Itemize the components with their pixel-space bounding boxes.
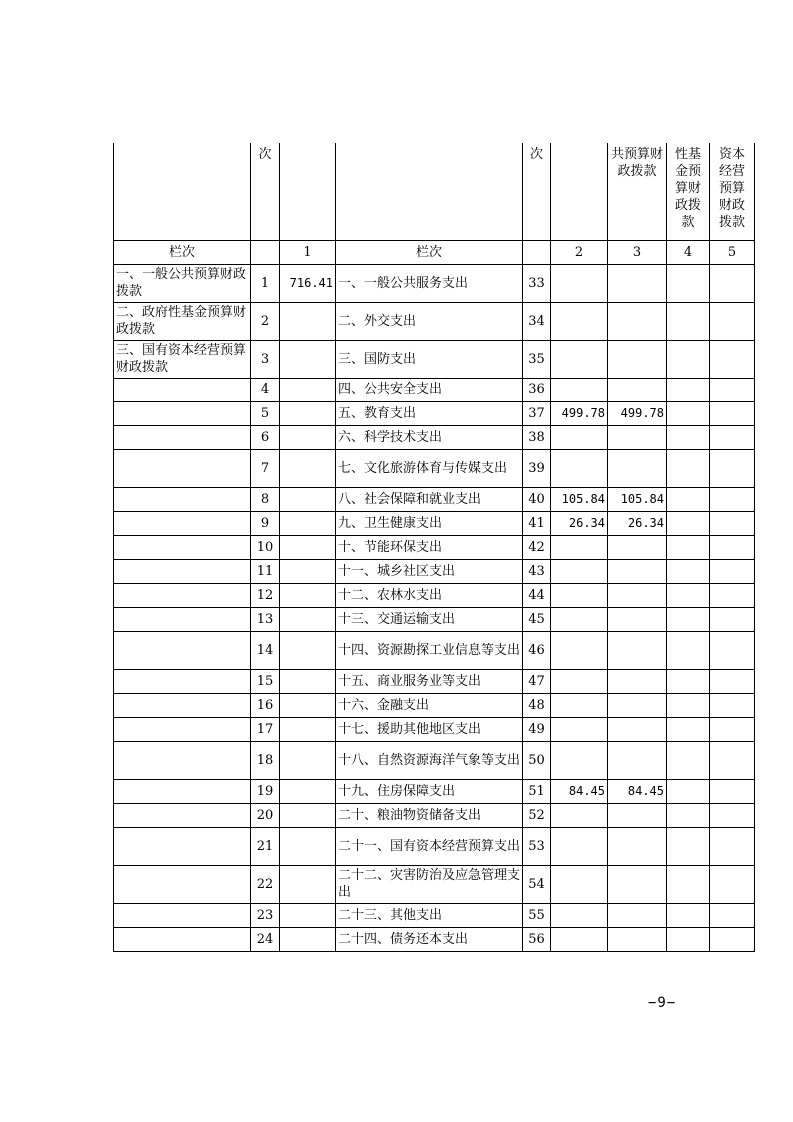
income-seq-cell: 16 — [251, 693, 280, 717]
total-header-cell — [551, 143, 608, 240]
expense-item-cell: 八、社会保障和就业支出 — [336, 487, 523, 511]
expense-label-cell: 栏次 — [336, 240, 523, 264]
expense-seq-cell: 37 — [523, 401, 551, 425]
expense-total-cell — [551, 264, 608, 302]
fund-budget-cell — [667, 511, 710, 535]
income-item-cell — [114, 779, 251, 803]
capital-budget-cell — [710, 449, 755, 487]
income-seq-cell: 3 — [251, 340, 280, 378]
income-seq-header-cell — [251, 143, 280, 240]
income-amount-cell — [280, 779, 336, 803]
income-item-cell — [114, 631, 251, 669]
general-budget-header-text: 共预算财政拨款 — [611, 147, 664, 179]
expense-seq-cell: 39 — [523, 449, 551, 487]
capital-budget-cell — [710, 264, 755, 302]
general-budget-cell — [608, 535, 667, 559]
table-row — [114, 717, 755, 741]
budget-table — [113, 143, 755, 952]
expense-total-cell — [551, 302, 608, 340]
table-row — [114, 487, 755, 511]
capital-budget-header-text: 资本经营预算财政拨款 — [718, 147, 745, 230]
income-seq-cell: 2 — [251, 302, 280, 340]
expense-item-cell: 五、教育支出 — [336, 401, 523, 425]
table-row — [114, 559, 755, 583]
expense-total-cell — [551, 631, 608, 669]
expense-total-cell: 26.34 — [551, 511, 608, 535]
income-item-cell — [114, 693, 251, 717]
income-amount-cell — [280, 803, 336, 827]
column-index-row — [114, 240, 755, 264]
income-item-cell — [114, 741, 251, 779]
total-number-cell: 2 — [551, 240, 608, 264]
table-row — [114, 803, 755, 827]
income-seq-cell: 11 — [251, 559, 280, 583]
capital-budget-cell — [710, 340, 755, 378]
fund-budget-cell — [667, 302, 710, 340]
income-item-cell — [114, 669, 251, 693]
income-item-header-cell — [114, 143, 251, 240]
expense-item-cell: 十五、商业服务业等支出 — [336, 669, 523, 693]
expense-seq-cell: 41 — [523, 511, 551, 535]
expense-total-cell — [551, 583, 608, 607]
table-row — [114, 401, 755, 425]
expense-total-cell — [551, 717, 608, 741]
general-budget-cell — [608, 340, 667, 378]
expense-seq-cell: 38 — [523, 425, 551, 449]
expense-seq-cell: 44 — [523, 583, 551, 607]
table-row — [114, 865, 755, 903]
general-budget-cell — [608, 827, 667, 865]
capital-budget-cell — [710, 425, 755, 449]
capital-budget-cell — [710, 401, 755, 425]
income-item-cell — [114, 559, 251, 583]
fund-budget-cell — [667, 803, 710, 827]
expense-total-cell — [551, 535, 608, 559]
income-amount-cell: 716.41 — [280, 264, 336, 302]
income-item-cell — [114, 865, 251, 903]
income-item-cell — [114, 378, 251, 401]
income-item-cell — [114, 803, 251, 827]
income-seq-cell: 1 — [251, 264, 280, 302]
income-amount-cell — [280, 559, 336, 583]
general-budget-cell — [608, 302, 667, 340]
expense-total-cell — [551, 903, 608, 927]
header-continuation-row — [114, 143, 755, 240]
capital-budget-cell — [710, 302, 755, 340]
fund-budget-cell — [667, 607, 710, 631]
fund-budget-cell — [667, 717, 710, 741]
table-row — [114, 535, 755, 559]
expense-total-cell — [551, 803, 608, 827]
capital-budget-cell — [710, 607, 755, 631]
expense-item-cell: 十、节能环保支出 — [336, 535, 523, 559]
expense-seq-cell: 43 — [523, 559, 551, 583]
fund-budget-cell — [667, 340, 710, 378]
expense-item-cell: 二十、粮油物资储备支出 — [336, 803, 523, 827]
blank-cell — [523, 240, 551, 264]
fund-budget-header-text: 性基金预算财政拨款 — [674, 147, 701, 230]
capital-budget-cell — [710, 865, 755, 903]
income-item-cell — [114, 487, 251, 511]
expense-seq-cell: 47 — [523, 669, 551, 693]
expense-total-cell — [551, 927, 608, 951]
income-seq-cell: 21 — [251, 827, 280, 865]
income-label-cell: 栏次 — [114, 240, 251, 264]
fund-budget-cell — [667, 827, 710, 865]
income-item-cell — [114, 927, 251, 951]
general-number-cell: 3 — [608, 240, 667, 264]
income-item-cell: 二、政府性基金预算财政拨款 — [114, 302, 251, 340]
table-row — [114, 827, 755, 865]
expense-item-cell: 三、国防支出 — [336, 340, 523, 378]
expense-total-cell — [551, 340, 608, 378]
expense-item-cell: 二十二、灾害防治及应急管理支出 — [336, 865, 523, 903]
capital-budget-header-cell — [710, 143, 755, 240]
capital-budget-cell — [710, 803, 755, 827]
income-item-cell — [114, 425, 251, 449]
table-row — [114, 449, 755, 487]
fund-budget-cell — [667, 487, 710, 511]
capital-budget-cell — [710, 827, 755, 865]
income-seq-header-text: 次 — [258, 147, 272, 162]
income-amount-cell — [280, 827, 336, 865]
capital-budget-cell — [710, 583, 755, 607]
expense-total-cell: 84.45 — [551, 779, 608, 803]
table-row — [114, 340, 755, 378]
expense-seq-cell: 52 — [523, 803, 551, 827]
expense-seq-cell: 55 — [523, 903, 551, 927]
expense-item-cell: 十八、自然资源海洋气象等支出 — [336, 741, 523, 779]
expense-item-cell: 七、文化旅游体育与传媒支出 — [336, 449, 523, 487]
income-item-cell — [114, 583, 251, 607]
income-seq-cell: 18 — [251, 741, 280, 779]
income-amount-cell — [280, 401, 336, 425]
expense-item-cell: 十一、城乡社区支出 — [336, 559, 523, 583]
income-seq-cell: 10 — [251, 535, 280, 559]
expense-item-header-cell — [336, 143, 523, 240]
general-budget-cell — [608, 693, 667, 717]
table-row — [114, 927, 755, 951]
capital-budget-cell — [710, 631, 755, 669]
income-amount-cell — [280, 669, 336, 693]
income-amount-cell — [280, 583, 336, 607]
general-budget-cell — [608, 803, 667, 827]
expense-seq-cell: 45 — [523, 607, 551, 631]
income-amount-cell — [280, 535, 336, 559]
table-row — [114, 693, 755, 717]
expense-seq-header-cell — [523, 143, 551, 240]
income-amount-cell — [280, 865, 336, 903]
expense-seq-cell: 35 — [523, 340, 551, 378]
table-row — [114, 425, 755, 449]
capital-budget-cell — [710, 559, 755, 583]
income-seq-cell: 20 — [251, 803, 280, 827]
expense-total-cell: 499.78 — [551, 401, 608, 425]
general-budget-cell — [608, 717, 667, 741]
income-amount-cell — [280, 378, 336, 401]
expense-item-cell: 十四、资源勘探工业信息等支出 — [336, 631, 523, 669]
income-amount-cell — [280, 425, 336, 449]
general-budget-cell — [608, 378, 667, 401]
income-amount-cell — [280, 693, 336, 717]
income-seq-cell: 5 — [251, 401, 280, 425]
fund-budget-cell — [667, 779, 710, 803]
income-seq-cell: 22 — [251, 865, 280, 903]
expense-seq-cell: 36 — [523, 378, 551, 401]
general-budget-cell — [608, 583, 667, 607]
general-budget-cell — [608, 607, 667, 631]
income-amount-cell — [280, 302, 336, 340]
expense-total-cell — [551, 827, 608, 865]
expense-item-cell: 二十三、其他支出 — [336, 903, 523, 927]
expense-item-cell: 一、一般公共服务支出 — [336, 264, 523, 302]
income-seq-cell: 24 — [251, 927, 280, 951]
table-row — [114, 741, 755, 779]
expense-seq-cell: 54 — [523, 865, 551, 903]
general-budget-cell — [608, 449, 667, 487]
fund-budget-cell — [667, 865, 710, 903]
fund-budget-cell — [667, 264, 710, 302]
capital-budget-cell — [710, 693, 755, 717]
table-row — [114, 669, 755, 693]
income-amount-number-cell: 1 — [280, 240, 336, 264]
table-row — [114, 903, 755, 927]
general-budget-cell — [608, 741, 667, 779]
income-amount-cell — [280, 741, 336, 779]
income-amount-cell — [280, 340, 336, 378]
expense-total-cell: 105.84 — [551, 487, 608, 511]
income-item-cell — [114, 401, 251, 425]
income-amount-cell — [280, 903, 336, 927]
income-amount-cell — [280, 927, 336, 951]
expense-item-cell: 四、公共安全支出 — [336, 378, 523, 401]
income-amount-cell — [280, 487, 336, 511]
income-item-cell — [114, 607, 251, 631]
general-budget-cell — [608, 631, 667, 669]
expense-total-cell — [551, 425, 608, 449]
fund-budget-cell — [667, 378, 710, 401]
expense-seq-cell: 48 — [523, 693, 551, 717]
general-budget-cell — [608, 669, 667, 693]
general-budget-cell — [608, 425, 667, 449]
table-row — [114, 607, 755, 631]
income-seq-cell: 6 — [251, 425, 280, 449]
income-item-cell — [114, 511, 251, 535]
expense-item-cell: 十三、交通运输支出 — [336, 607, 523, 631]
expense-item-cell: 十七、援助其他地区支出 — [336, 717, 523, 741]
income-item-cell: 一、一般公共预算财政拨款 — [114, 264, 251, 302]
fund-budget-cell — [667, 535, 710, 559]
table-row — [114, 779, 755, 803]
general-budget-cell — [608, 559, 667, 583]
income-amount-cell — [280, 511, 336, 535]
fund-budget-cell — [667, 669, 710, 693]
capital-budget-cell — [710, 779, 755, 803]
general-budget-cell: 105.84 — [608, 487, 667, 511]
capital-budget-cell — [710, 741, 755, 779]
expense-seq-cell: 51 — [523, 779, 551, 803]
general-budget-cell — [608, 264, 667, 302]
income-seq-cell: 23 — [251, 903, 280, 927]
capital-budget-cell — [710, 487, 755, 511]
expense-seq-cell: 46 — [523, 631, 551, 669]
expense-item-cell: 二、外交支出 — [336, 302, 523, 340]
table-row — [114, 511, 755, 535]
income-seq-cell: 4 — [251, 378, 280, 401]
expense-item-cell: 九、卫生健康支出 — [336, 511, 523, 535]
expense-seq-cell: 53 — [523, 827, 551, 865]
blank-cell — [251, 240, 280, 264]
expense-seq-header-text: 次 — [529, 147, 543, 162]
fund-budget-cell — [667, 583, 710, 607]
income-seq-cell: 12 — [251, 583, 280, 607]
income-item-cell — [114, 827, 251, 865]
capital-budget-cell — [710, 511, 755, 535]
income-seq-cell: 8 — [251, 487, 280, 511]
expense-item-cell: 六、科学技术支出 — [336, 425, 523, 449]
table-row — [114, 583, 755, 607]
expense-item-cell: 十九、住房保障支出 — [336, 779, 523, 803]
expense-total-cell — [551, 669, 608, 693]
expense-seq-cell: 49 — [523, 717, 551, 741]
income-amount-cell — [280, 607, 336, 631]
income-seq-cell: 14 — [251, 631, 280, 669]
income-seq-cell: 7 — [251, 449, 280, 487]
expense-total-cell — [551, 865, 608, 903]
table-row — [114, 302, 755, 340]
expense-item-cell: 十六、金融支出 — [336, 693, 523, 717]
income-amount-cell — [280, 717, 336, 741]
capital-budget-cell — [710, 378, 755, 401]
income-seq-cell: 9 — [251, 511, 280, 535]
fund-budget-header-cell — [667, 143, 710, 240]
fund-budget-cell — [667, 631, 710, 669]
fund-budget-cell — [667, 559, 710, 583]
capital-budget-cell — [710, 535, 755, 559]
general-budget-cell: 84.45 — [608, 779, 667, 803]
general-budget-cell — [608, 865, 667, 903]
income-item-cell — [114, 717, 251, 741]
fund-budget-cell — [667, 903, 710, 927]
expense-item-cell: 十二、农林水支出 — [336, 583, 523, 607]
income-seq-cell: 17 — [251, 717, 280, 741]
expense-total-cell — [551, 449, 608, 487]
capital-number-cell: 5 — [710, 240, 755, 264]
capital-budget-cell — [710, 669, 755, 693]
income-amount-cell — [280, 631, 336, 669]
table-row — [114, 378, 755, 401]
fund-budget-cell — [667, 693, 710, 717]
income-item-cell — [114, 903, 251, 927]
expense-total-cell — [551, 559, 608, 583]
capital-budget-cell — [710, 717, 755, 741]
expense-seq-cell: 40 — [523, 487, 551, 511]
expense-total-cell — [551, 607, 608, 631]
fund-budget-cell — [667, 741, 710, 779]
income-item-cell — [114, 535, 251, 559]
general-budget-cell — [608, 903, 667, 927]
expense-total-cell — [551, 378, 608, 401]
expense-seq-cell: 34 — [523, 302, 551, 340]
expense-item-cell: 二十一、国有资本经营预算支出 — [336, 827, 523, 865]
capital-budget-cell — [710, 927, 755, 951]
income-seq-cell: 15 — [251, 669, 280, 693]
fund-budget-cell — [667, 401, 710, 425]
general-budget-cell — [608, 927, 667, 951]
expense-total-cell — [551, 693, 608, 717]
page-number: −9− — [648, 995, 677, 1011]
income-seq-cell: 13 — [251, 607, 280, 631]
income-amount-header-cell — [280, 143, 336, 240]
table-row — [114, 264, 755, 302]
general-budget-header-cell — [608, 143, 667, 240]
general-budget-cell: 499.78 — [608, 401, 667, 425]
income-item-cell — [114, 449, 251, 487]
expense-seq-cell: 56 — [523, 927, 551, 951]
expense-seq-cell: 33 — [523, 264, 551, 302]
income-item-cell: 三、国有资本经营预算财政拨款 — [114, 340, 251, 378]
expense-item-cell: 二十四、债务还本支出 — [336, 927, 523, 951]
fund-budget-cell — [667, 425, 710, 449]
general-budget-cell: 26.34 — [608, 511, 667, 535]
fund-budget-cell — [667, 449, 710, 487]
expense-seq-cell: 42 — [523, 535, 551, 559]
income-amount-cell — [280, 449, 336, 487]
expense-seq-cell: 50 — [523, 741, 551, 779]
capital-budget-cell — [710, 903, 755, 927]
table-row — [114, 631, 755, 669]
fund-number-cell: 4 — [667, 240, 710, 264]
expense-total-cell — [551, 741, 608, 779]
income-seq-cell: 19 — [251, 779, 280, 803]
fund-budget-cell — [667, 927, 710, 951]
